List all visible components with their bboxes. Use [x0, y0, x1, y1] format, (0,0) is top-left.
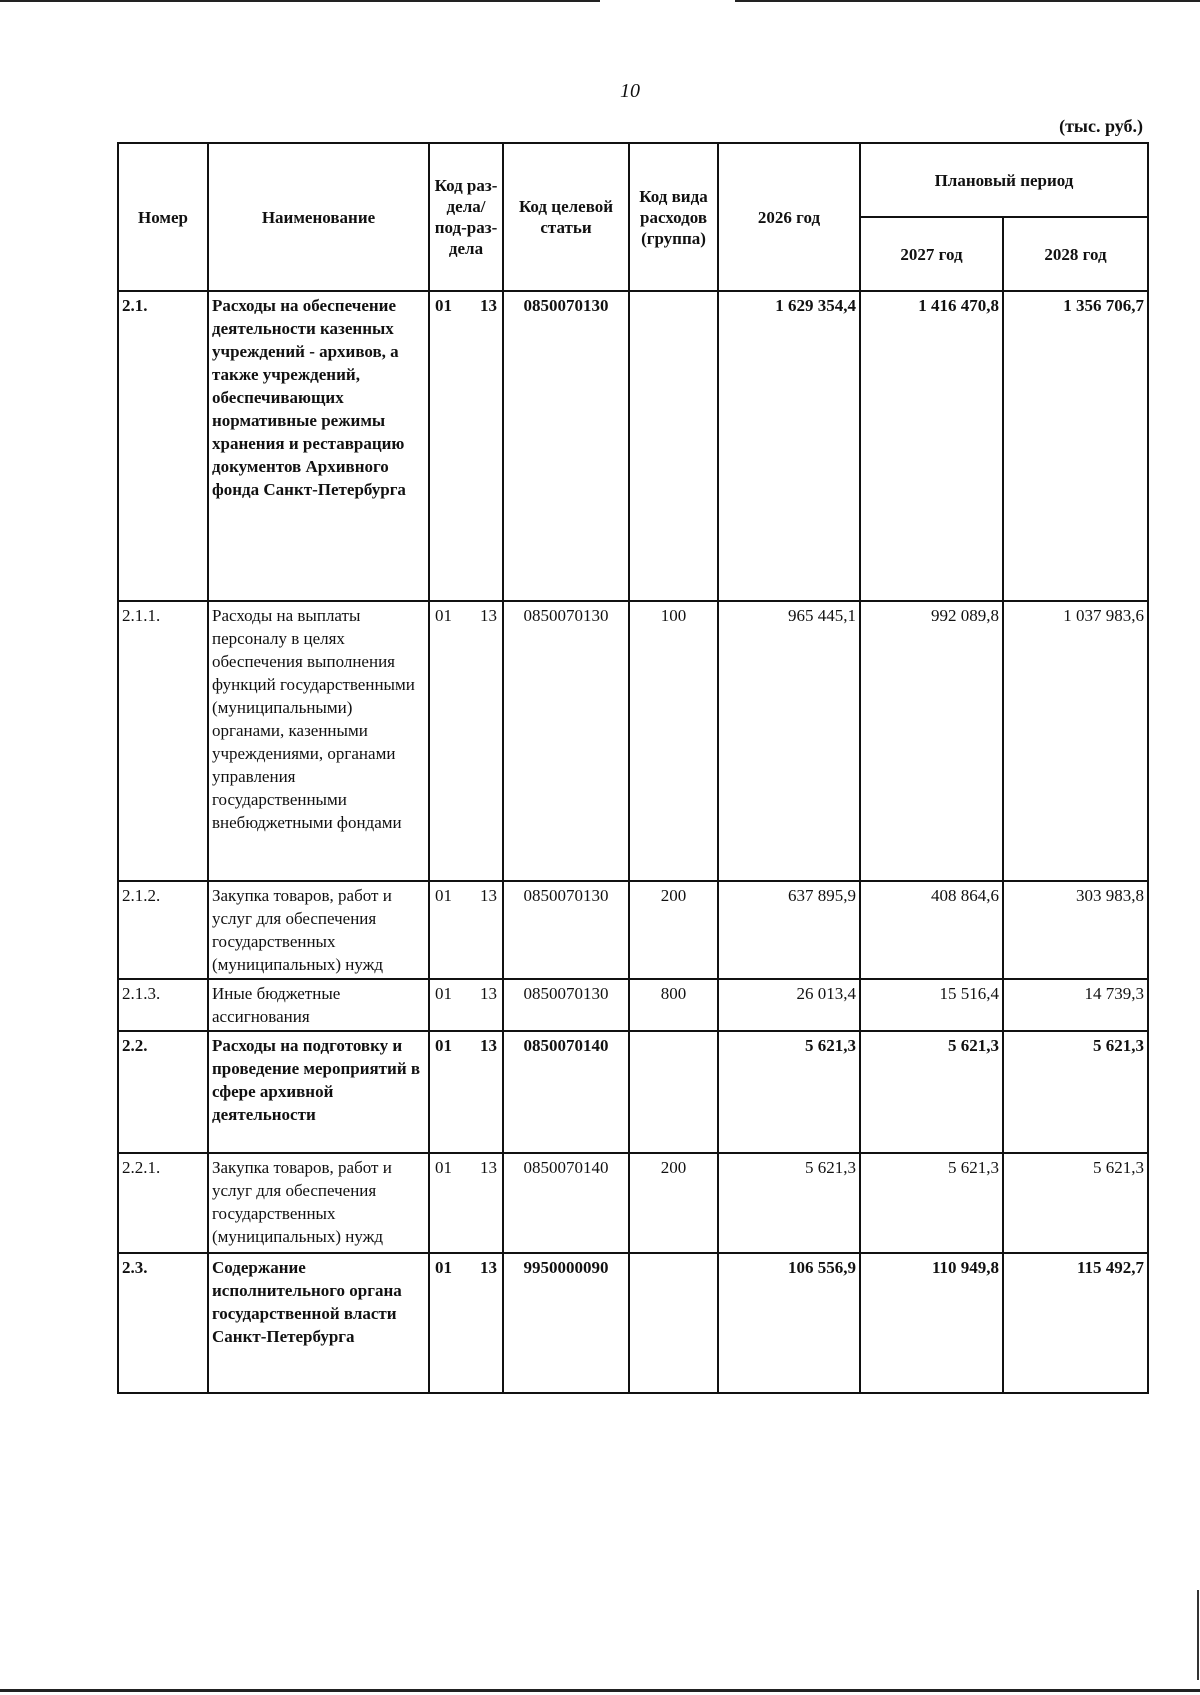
row-name: Иные бюджетные ассигнования — [208, 979, 429, 1031]
row-name: Закупка товаров, работ и услуг для обеспечения государственных (муниципальных) нужд — [208, 881, 429, 979]
row-number: 2.1.3. — [118, 979, 208, 1031]
row-target-code: 0850070140 — [503, 1153, 629, 1253]
row-section-code — [429, 881, 503, 979]
row-amount-2026: 26 013,4 — [718, 979, 860, 1031]
section-code: 01 — [435, 296, 452, 315]
budget-table — [117, 142, 1149, 1394]
row-amount-2028: 14 739,3 — [1003, 979, 1148, 1031]
row-section-code — [429, 1253, 503, 1393]
row-number: 2.1. — [118, 291, 208, 601]
table-row — [118, 291, 1148, 601]
row-expense-type: 800 — [629, 979, 718, 1031]
section-code-pair — [433, 1256, 499, 1279]
row-amount-2027: 992 089,8 — [860, 601, 1003, 881]
row-target-code: 0850070130 — [503, 979, 629, 1031]
subsection-code: 13 — [480, 1258, 497, 1277]
table-row — [118, 601, 1148, 881]
header-expense-type: Код вида расходов (группа) — [629, 143, 718, 291]
row-target-code: 0850070130 — [503, 881, 629, 979]
row-section-code — [429, 601, 503, 881]
header-planning-period: Плановый период — [860, 143, 1148, 217]
row-amount-2028: 1 356 706,7 — [1003, 291, 1148, 601]
row-amount-2026: 5 621,3 — [718, 1031, 860, 1153]
row-number: 2.1.2. — [118, 881, 208, 979]
table-row — [118, 979, 1148, 1031]
table-row — [118, 1253, 1148, 1393]
row-expense-type — [629, 291, 718, 601]
scan-edge-line — [0, 0, 600, 2]
subsection-code: 13 — [480, 1036, 497, 1055]
header-target-code: Код целевой статьи — [503, 143, 629, 291]
row-amount-2027: 1 416 470,8 — [860, 291, 1003, 601]
row-amount-2028: 1 037 983,6 — [1003, 601, 1148, 881]
section-code-pair — [433, 1034, 499, 1057]
row-amount-2026: 106 556,9 — [718, 1253, 860, 1393]
subsection-code: 13 — [480, 886, 497, 905]
scan-edge-line — [1197, 1590, 1199, 1680]
row-expense-type — [629, 1253, 718, 1393]
row-section-code — [429, 979, 503, 1031]
subsection-code: 13 — [480, 984, 497, 1003]
row-number: 2.3. — [118, 1253, 208, 1393]
row-name: Закупка товаров, работ и услуг для обеспечения государственных (муниципальных) нужд — [208, 1153, 429, 1253]
row-amount-2026: 5 621,3 — [718, 1153, 860, 1253]
subsection-code: 13 — [480, 296, 497, 315]
row-target-code: 0850070130 — [503, 601, 629, 881]
row-amount-2028: 5 621,3 — [1003, 1153, 1148, 1253]
section-code: 01 — [435, 606, 452, 625]
row-name: Содержание исполнительного органа государственной власти Санкт-Петербурга — [208, 1253, 429, 1393]
row-name: Расходы на выплаты персоналу в целях обеспечения выполнения функций государственными (муниципальными) органами, казенными учреждениями, органами управления государственными внебюджетными фондами — [208, 601, 429, 881]
row-name: Расходы на обеспечение деятельности казенных учреждений - архивов, а также учреждений, обеспечивающих нормативные режимы хранения и реставрацию документов Архивного фонда Санкт-Петербурга — [208, 291, 429, 601]
section-code-pair — [433, 604, 499, 627]
section-code: 01 — [435, 1258, 452, 1277]
section-code: 01 — [435, 1036, 452, 1055]
row-target-code: 9950000090 — [503, 1253, 629, 1393]
row-amount-2028: 5 621,3 — [1003, 1031, 1148, 1153]
section-code-pair — [433, 884, 499, 907]
row-section-code — [429, 291, 503, 601]
table-row — [118, 1031, 1148, 1153]
row-amount-2026: 1 629 354,4 — [718, 291, 860, 601]
row-expense-type — [629, 1031, 718, 1153]
row-section-code — [429, 1031, 503, 1153]
section-code: 01 — [435, 984, 452, 1003]
header-number: Номер — [118, 143, 208, 291]
row-expense-type: 100 — [629, 601, 718, 881]
table-row — [118, 881, 1148, 979]
header-year-2028: 2028 год — [1003, 217, 1148, 291]
header-year-2026: 2026 год — [718, 143, 860, 291]
row-amount-2028: 303 983,8 — [1003, 881, 1148, 979]
row-amount-2027: 5 621,3 — [860, 1031, 1003, 1153]
table-row — [118, 1153, 1148, 1253]
row-section-code — [429, 1153, 503, 1253]
section-code-pair — [433, 294, 499, 317]
section-code-pair — [433, 982, 499, 1005]
units-label: (тыс. руб.) — [1059, 116, 1143, 136]
row-target-code: 0850070140 — [503, 1031, 629, 1153]
scan-edge-line — [735, 0, 1200, 2]
row-number: 2.1.1. — [118, 601, 208, 881]
row-expense-type: 200 — [629, 1153, 718, 1253]
subsection-code: 13 — [480, 1158, 497, 1177]
row-amount-2027: 15 516,4 — [860, 979, 1003, 1031]
section-code: 01 — [435, 1158, 452, 1177]
header-year-2027: 2027 год — [860, 217, 1003, 291]
row-amount-2026: 637 895,9 — [718, 881, 860, 979]
row-amount-2027: 5 621,3 — [860, 1153, 1003, 1253]
page-number: 10 — [620, 80, 640, 102]
section-code: 01 — [435, 886, 452, 905]
section-code-pair — [433, 1156, 499, 1179]
row-amount-2027: 408 864,6 — [860, 881, 1003, 979]
row-number: 2.2. — [118, 1031, 208, 1153]
row-amount-2027: 110 949,8 — [860, 1253, 1003, 1393]
row-expense-type: 200 — [629, 881, 718, 979]
scan-edge-line — [0, 1689, 1200, 1692]
row-target-code: 0850070130 — [503, 291, 629, 601]
header-section-code: Код раз-дела/ под-раз-дела — [429, 143, 503, 291]
row-amount-2028: 115 492,7 — [1003, 1253, 1148, 1393]
row-number: 2.2.1. — [118, 1153, 208, 1253]
subsection-code: 13 — [480, 606, 497, 625]
header-name: Наименование — [208, 143, 429, 291]
row-amount-2026: 965 445,1 — [718, 601, 860, 881]
row-name: Расходы на подготовку и проведение мероприятий в сфере архивной деятельности — [208, 1031, 429, 1153]
